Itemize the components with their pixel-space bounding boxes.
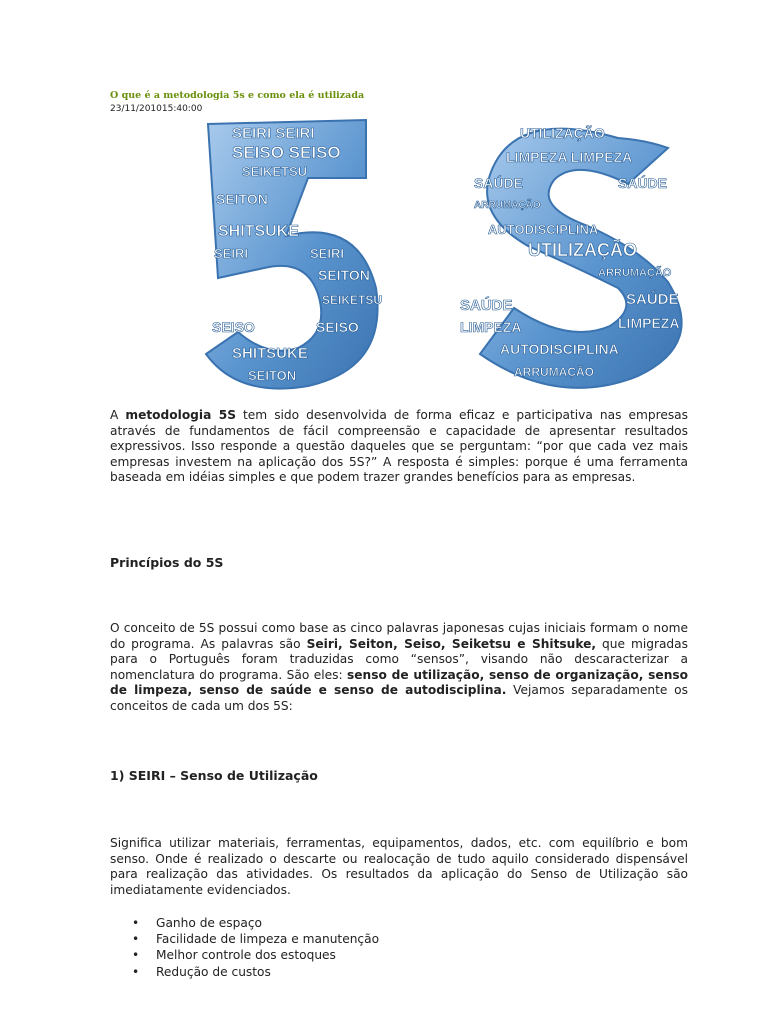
- principles-text-1: O conceito de 5S possui como base as cinco palavras japonesas cujas iniciais formam o nome do programa. As palavras são: [110, 621, 688, 651]
- s-word: AUTODISCIPLINA: [500, 341, 619, 357]
- five-word: SEISO: [316, 319, 359, 335]
- five-word: SEIKETSU: [322, 293, 383, 307]
- publish-date: 23/11/201015:40:00: [110, 104, 203, 114]
- intro-prefix: A: [110, 408, 126, 422]
- five-word: SEISO SEISO: [232, 143, 341, 162]
- seiri-heading: 1) SEIRI – Senso de Utilização: [110, 768, 318, 783]
- s-word: SAÚDE: [474, 175, 524, 191]
- list-item: • Facilidade de limpeza e manutenção: [132, 931, 379, 947]
- japanese-words: Seiri, Seiton, Seiso, Seiketsu e Shitsuke,: [306, 636, 596, 651]
- s-word: SAÚDE: [460, 297, 513, 314]
- list-item: • Redução de custos: [132, 964, 379, 980]
- seiri-paragraph: Significa utilizar materiais, ferramentas, equipamentos, dados, etc. com equilíbrio e bom senso. Onde é realizado o descarte ou realocação de tudo aquilo considerado dispensável para realização das atividades. Os resultados da aplicação do Senso de Utilização são imediatamente evidenciados.: [110, 836, 688, 897]
- intro-text: tem sido desenvolvida de forma eficaz e participativa nas empresas através de fundamentos de fácil compreensão e capacidade de apresentar resultados expressivos. Isso responde a questão daqueles que se perguntam: “por que cada vez mais empresas investem na aplicação dos 5S?” A resposta é simples: porque é uma ferramenta baseada em idéias simples e que podem trazer grandes benefícios para as empresas.: [110, 408, 688, 485]
- five-word: SHITSUKE: [218, 223, 299, 240]
- 5s-illustration: [198, 118, 710, 394]
- s-word: SAÚDE: [626, 291, 679, 308]
- s-word: UTILIZAÇÃO: [528, 240, 637, 260]
- s-word: ARRUMAÇÃO: [598, 267, 672, 279]
- s-word: ARRUMAÇÃO: [474, 200, 541, 211]
- five-word: SEIRI: [214, 246, 248, 261]
- five-word: SEITON: [216, 191, 268, 207]
- s-word: SAÚDE: [618, 175, 668, 191]
- list-item: • Ganho de espaço: [132, 915, 379, 931]
- s-word: LIMPEZA: [618, 315, 680, 331]
- principles-paragraph: [110, 621, 688, 715]
- s-word: UTILIZAÇÃO: [520, 125, 605, 141]
- s-word: ARRUMAÇÃO: [514, 365, 594, 379]
- five-word: SEIRI: [310, 246, 344, 261]
- s-word: LIMPEZA: [460, 319, 522, 335]
- five-word: SEISO: [212, 319, 255, 335]
- s-word: AUTODISCIPLINA: [488, 222, 599, 237]
- senses-list: senso de utilização, senso de organização, senso de limpeza, senso de saúde e senso de autodisciplina.: [110, 667, 688, 698]
- five-word: SEIRI SEIRI: [232, 125, 315, 142]
- five-word: SHITSUKE: [232, 345, 308, 362]
- article-title[interactable]: O que é a metodologia 5s e como ela é utilizada: [110, 90, 365, 101]
- intro-bold-term: metodologia 5S: [125, 408, 236, 422]
- principles-text-3: Vejamos separadamente os conceitos de cada um dos 5S:: [110, 683, 688, 713]
- list-item: • Melhor controle dos estoques: [132, 947, 379, 963]
- benefits-list: [132, 915, 379, 980]
- five-word: SEITON: [248, 368, 297, 383]
- principles-text-2: que migradas para o Português foram traduzidas como “sensos”, visando não descaracterizar a nomenclatura do programa. São eles:: [110, 636, 688, 682]
- s-word: LIMPEZA LIMPEZA: [506, 149, 633, 165]
- five-word: SEITON: [318, 267, 370, 283]
- intro-paragraph: [110, 408, 688, 486]
- principles-heading: Princípios do 5S: [110, 555, 224, 570]
- five-word: SEIKETSU: [242, 164, 308, 179]
